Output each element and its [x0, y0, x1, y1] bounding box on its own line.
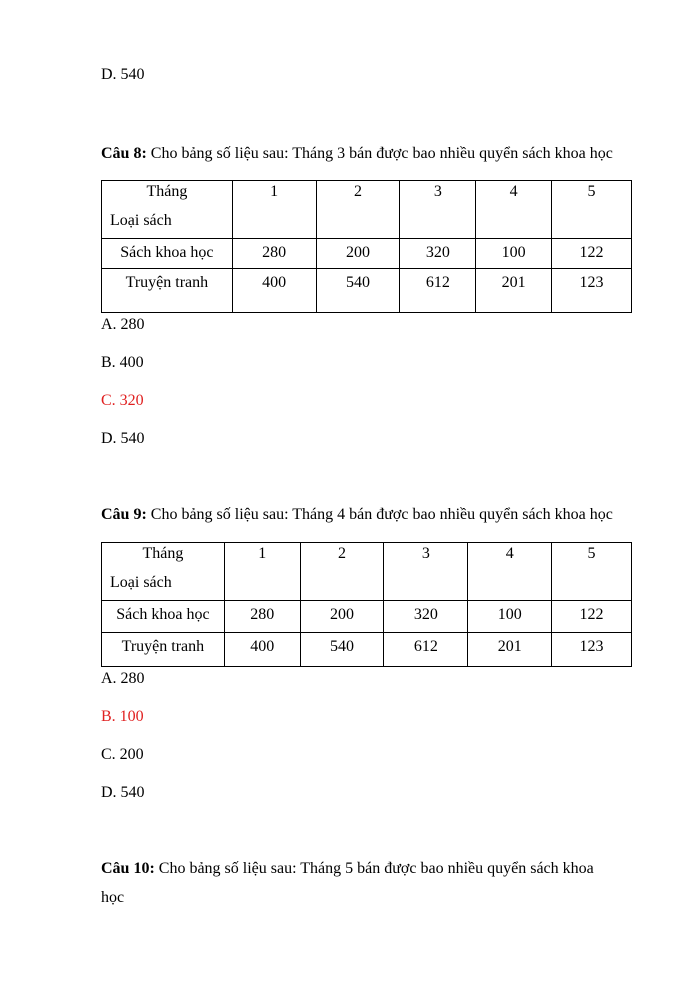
- table-row: [102, 239, 632, 269]
- month-header: 1: [232, 181, 316, 239]
- table-cell: 100: [476, 239, 552, 269]
- row-name: Sách khoa học: [102, 239, 233, 269]
- option-c: C. 200: [101, 746, 144, 763]
- header-month-label: Tháng: [142, 545, 184, 562]
- month-header: 4: [476, 181, 552, 239]
- table-cell: 100: [468, 601, 552, 633]
- table-cell: 200: [316, 239, 400, 269]
- table-cell: 540: [316, 269, 400, 313]
- question-9-label: Câu 9:: [101, 506, 147, 523]
- row-name: Truyện tranh: [102, 269, 233, 313]
- table-cell: 320: [384, 601, 468, 633]
- question-10-text: Cho bảng số liệu sau: Tháng 5 bán được bao nhiều quyển sách khoa: [154, 860, 594, 877]
- table-cell: 201: [468, 633, 552, 667]
- table-row: [102, 601, 632, 633]
- option-a: A. 280: [101, 670, 145, 687]
- header-book-type-label: Loại sách: [110, 574, 172, 591]
- month-header: 4: [468, 543, 552, 601]
- question-8-text: Cho bảng số liệu sau: Tháng 3 bán được bao nhiều quyển sách khoa học: [146, 145, 613, 162]
- table-header-corner: [102, 543, 225, 601]
- month-header: 2: [316, 181, 400, 239]
- table-cell: 200: [300, 601, 384, 633]
- table-cell: 540: [300, 633, 384, 667]
- table-cell: 612: [384, 633, 468, 667]
- month-header: 2: [300, 543, 384, 601]
- option-b: B. 400: [101, 354, 144, 371]
- question-9-table: [101, 542, 632, 667]
- option-d: D. 540: [101, 784, 145, 801]
- table-cell: 280: [232, 239, 316, 269]
- table-cell: 123: [552, 269, 632, 313]
- table-row: [102, 633, 632, 667]
- question-8-label: Câu 8:: [101, 145, 147, 162]
- header-book-type-label: Loại sách: [110, 212, 172, 229]
- table-cell: 612: [400, 269, 476, 313]
- option-b-correct: B. 100: [101, 708, 144, 725]
- question-9-title: [101, 506, 613, 524]
- table-cell: 122: [552, 601, 632, 633]
- question-10-title: [101, 860, 632, 907]
- row-name: Truyện tranh: [102, 633, 225, 667]
- option-d: D. 540: [101, 430, 145, 447]
- month-header: 3: [400, 181, 476, 239]
- table-row: [102, 269, 632, 313]
- question-9-text: Cho bảng số liệu sau: Tháng 4 bán được bao nhiều quyển sách khoa học: [146, 506, 613, 523]
- table-cell: 320: [400, 239, 476, 269]
- question-8-title: [101, 145, 613, 163]
- month-header: 1: [224, 543, 300, 601]
- question-10-text-continued: học: [101, 889, 125, 906]
- row-name: Sách khoa học: [102, 601, 225, 633]
- table-cell: 123: [552, 633, 632, 667]
- option-d: D. 540: [101, 66, 145, 83]
- table-cell: 122: [552, 239, 632, 269]
- table-header-corner: [102, 181, 233, 239]
- table-cell: 400: [232, 269, 316, 313]
- question-8-table: [101, 180, 632, 313]
- month-header: 5: [552, 543, 632, 601]
- option-a: A. 280: [101, 316, 145, 333]
- option-c-correct: C. 320: [101, 392, 144, 409]
- month-header: 3: [384, 543, 468, 601]
- table-cell: 400: [224, 633, 300, 667]
- month-header: 5: [552, 181, 632, 239]
- table-cell: 201: [476, 269, 552, 313]
- table-cell: 280: [224, 601, 300, 633]
- question-10-label: Câu 10:: [101, 860, 155, 877]
- header-month-label: Tháng: [146, 183, 188, 200]
